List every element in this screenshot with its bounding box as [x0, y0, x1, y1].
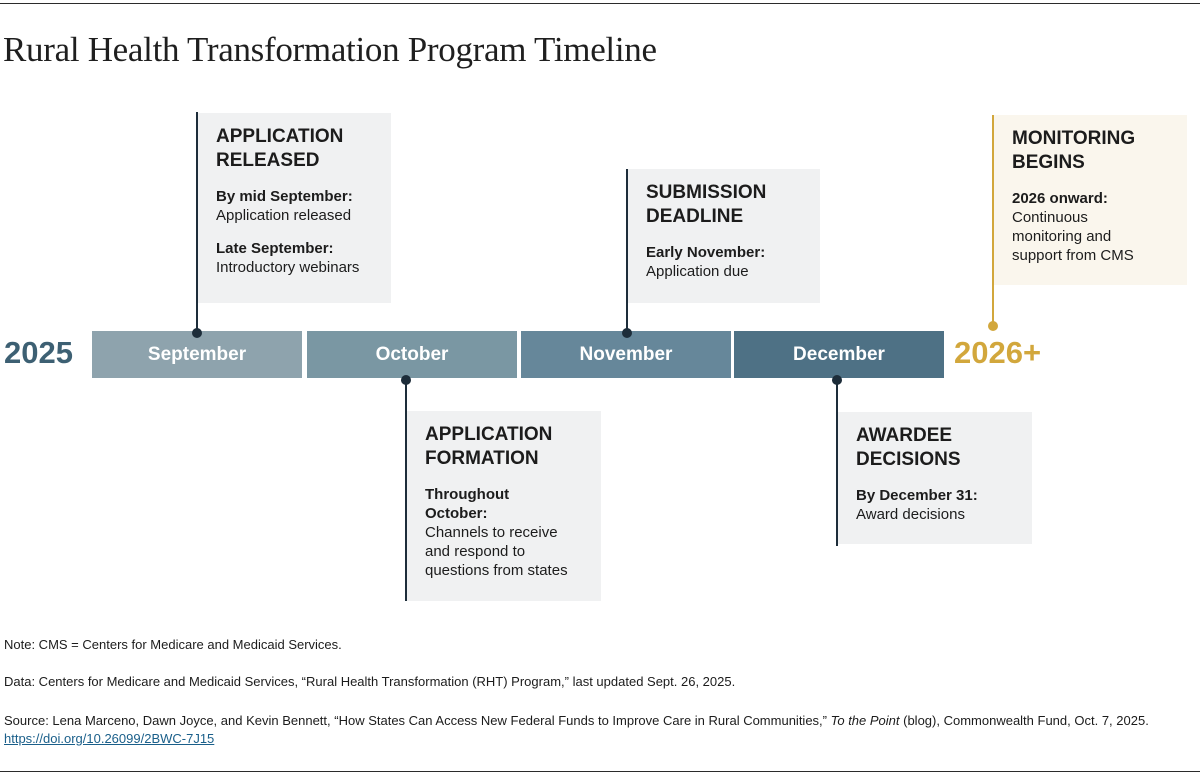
- entry-when: Late September:: [216, 240, 334, 257]
- footer-note: Note: CMS = Centers for Medicare and Medicaid Services.: [4, 637, 342, 652]
- month-december: December: [734, 331, 944, 378]
- event-entry: [216, 239, 377, 277]
- event-entry: [425, 485, 585, 580]
- event-heading: MONITORING BEGINS: [1012, 128, 1136, 173]
- event-card-monitoring-begins: [994, 115, 1187, 285]
- event-entry: [216, 187, 377, 225]
- entry-what: Continuous monitoring and support from CMS: [1012, 209, 1134, 264]
- event-entry: [856, 486, 1018, 524]
- source-publication: To the Point: [830, 713, 900, 728]
- footer-data: Data: Centers for Medicare and Medicaid Services, “Rural Health Transformation (RHT) Program,” last updated Sept. 26, 2025.: [4, 674, 736, 689]
- event-entry: [1012, 189, 1162, 265]
- event-heading: AWARDEE DECISIONS: [856, 425, 961, 470]
- marker-application-released: [192, 328, 202, 338]
- footer-source: [4, 712, 1194, 748]
- event-heading: APPLICATION RELEASED: [216, 126, 344, 171]
- entry-what: Channels to receive and respond to questions from states: [425, 524, 568, 579]
- month-october: October: [307, 331, 517, 378]
- event-card-awardee-decisions: [838, 412, 1032, 544]
- entry-when: 2026 onward:: [1012, 190, 1108, 207]
- page-title: Rural Health Transformation Program Timeline: [3, 30, 657, 69]
- event-heading: SUBMISSION DEADLINE: [646, 182, 767, 227]
- entry-what: Award decisions: [856, 506, 965, 523]
- entry-what: Introductory webinars: [216, 259, 360, 276]
- event-card-application-formation: [407, 411, 601, 601]
- month-november: November: [521, 331, 731, 378]
- source-text-after: (blog), Commonwealth Fund, Oct. 7, 2025.: [899, 713, 1149, 728]
- entry-when: By December 31:: [856, 487, 978, 504]
- entry-when: Early November:: [646, 244, 766, 261]
- event-heading: APPLICATION FORMATION: [425, 424, 553, 469]
- entry-when: By mid September:: [216, 188, 353, 205]
- event-card-submission-deadline: [628, 169, 820, 303]
- event-entry: [646, 243, 806, 281]
- bottom-rule: [0, 771, 1200, 772]
- event-card-application-released: [198, 113, 391, 303]
- source-doi-link[interactable]: https://doi.org/10.26099/2BWC-7J15: [4, 731, 215, 746]
- marker-submission-deadline: [622, 328, 632, 338]
- entry-what: Application released: [216, 207, 352, 224]
- marker-monitoring-begins: [988, 321, 998, 331]
- entry-what: Application due: [646, 263, 749, 280]
- year-start-label: 2025: [4, 335, 73, 370]
- entry-when: Throughout October:: [425, 486, 510, 522]
- source-text: Source: Lena Marceno, Dawn Joyce, and Kevin Bennett, “How States Can Access New Federal Funds to Improve Care in Rural Communities,”: [4, 713, 831, 728]
- year-end-label: 2026+: [954, 335, 1042, 370]
- month-september: September: [92, 331, 302, 378]
- top-rule: [0, 3, 1200, 4]
